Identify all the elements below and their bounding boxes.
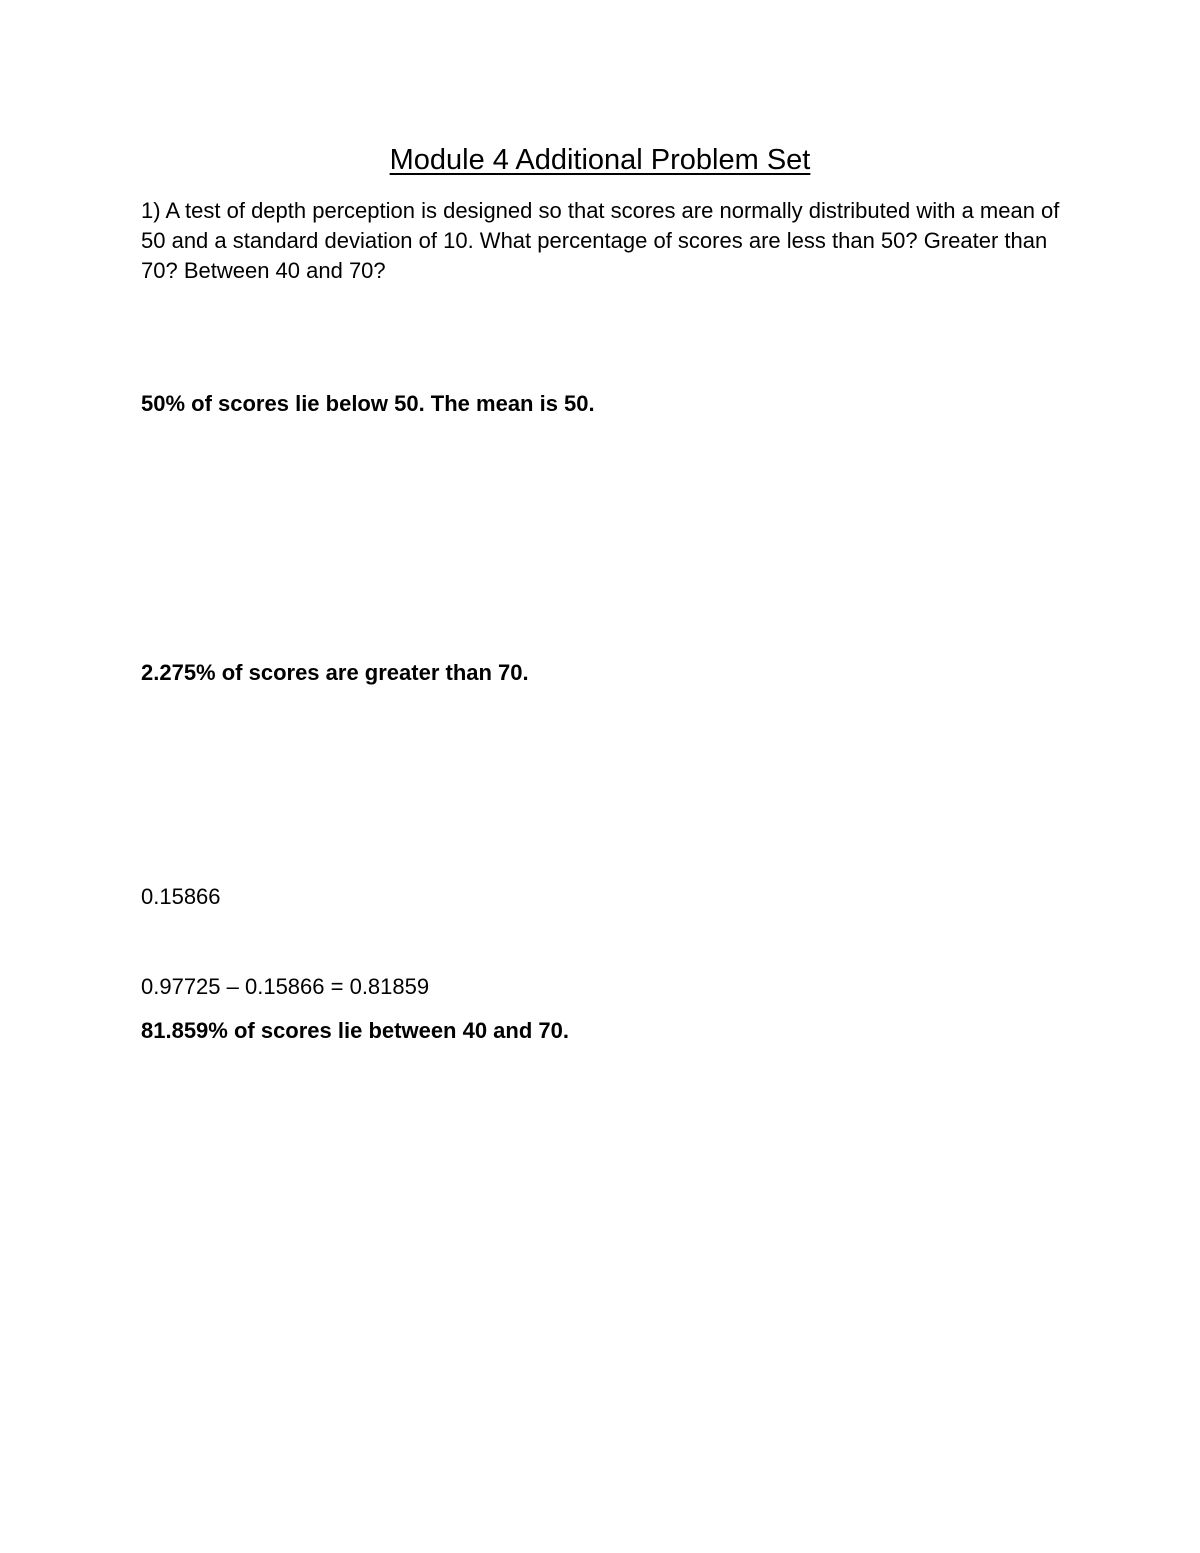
page-title: Module 4 Additional Problem Set [389,144,811,176]
work-value: 0.15866 [141,884,221,909]
question-1-text: 1) A test of depth perception is designed so that scores are normally distributed with a mean of 50 and a standard deviation of 10. What percentage of scores are less than 50? Greater than 70? Between 40 and 70? [141,198,1060,283]
answer-less-than-50: 50% of scores lie below 50. The mean is 50. [141,391,595,416]
answer-greater-than-70: 2.275% of scores are greater than 70. [141,660,529,685]
work-calculation: 0.97725 – 0.15866 = 0.81859 [141,974,430,999]
answer-between-40-and-70: 81.859% of scores lie between 40 and 70. [141,1018,569,1043]
